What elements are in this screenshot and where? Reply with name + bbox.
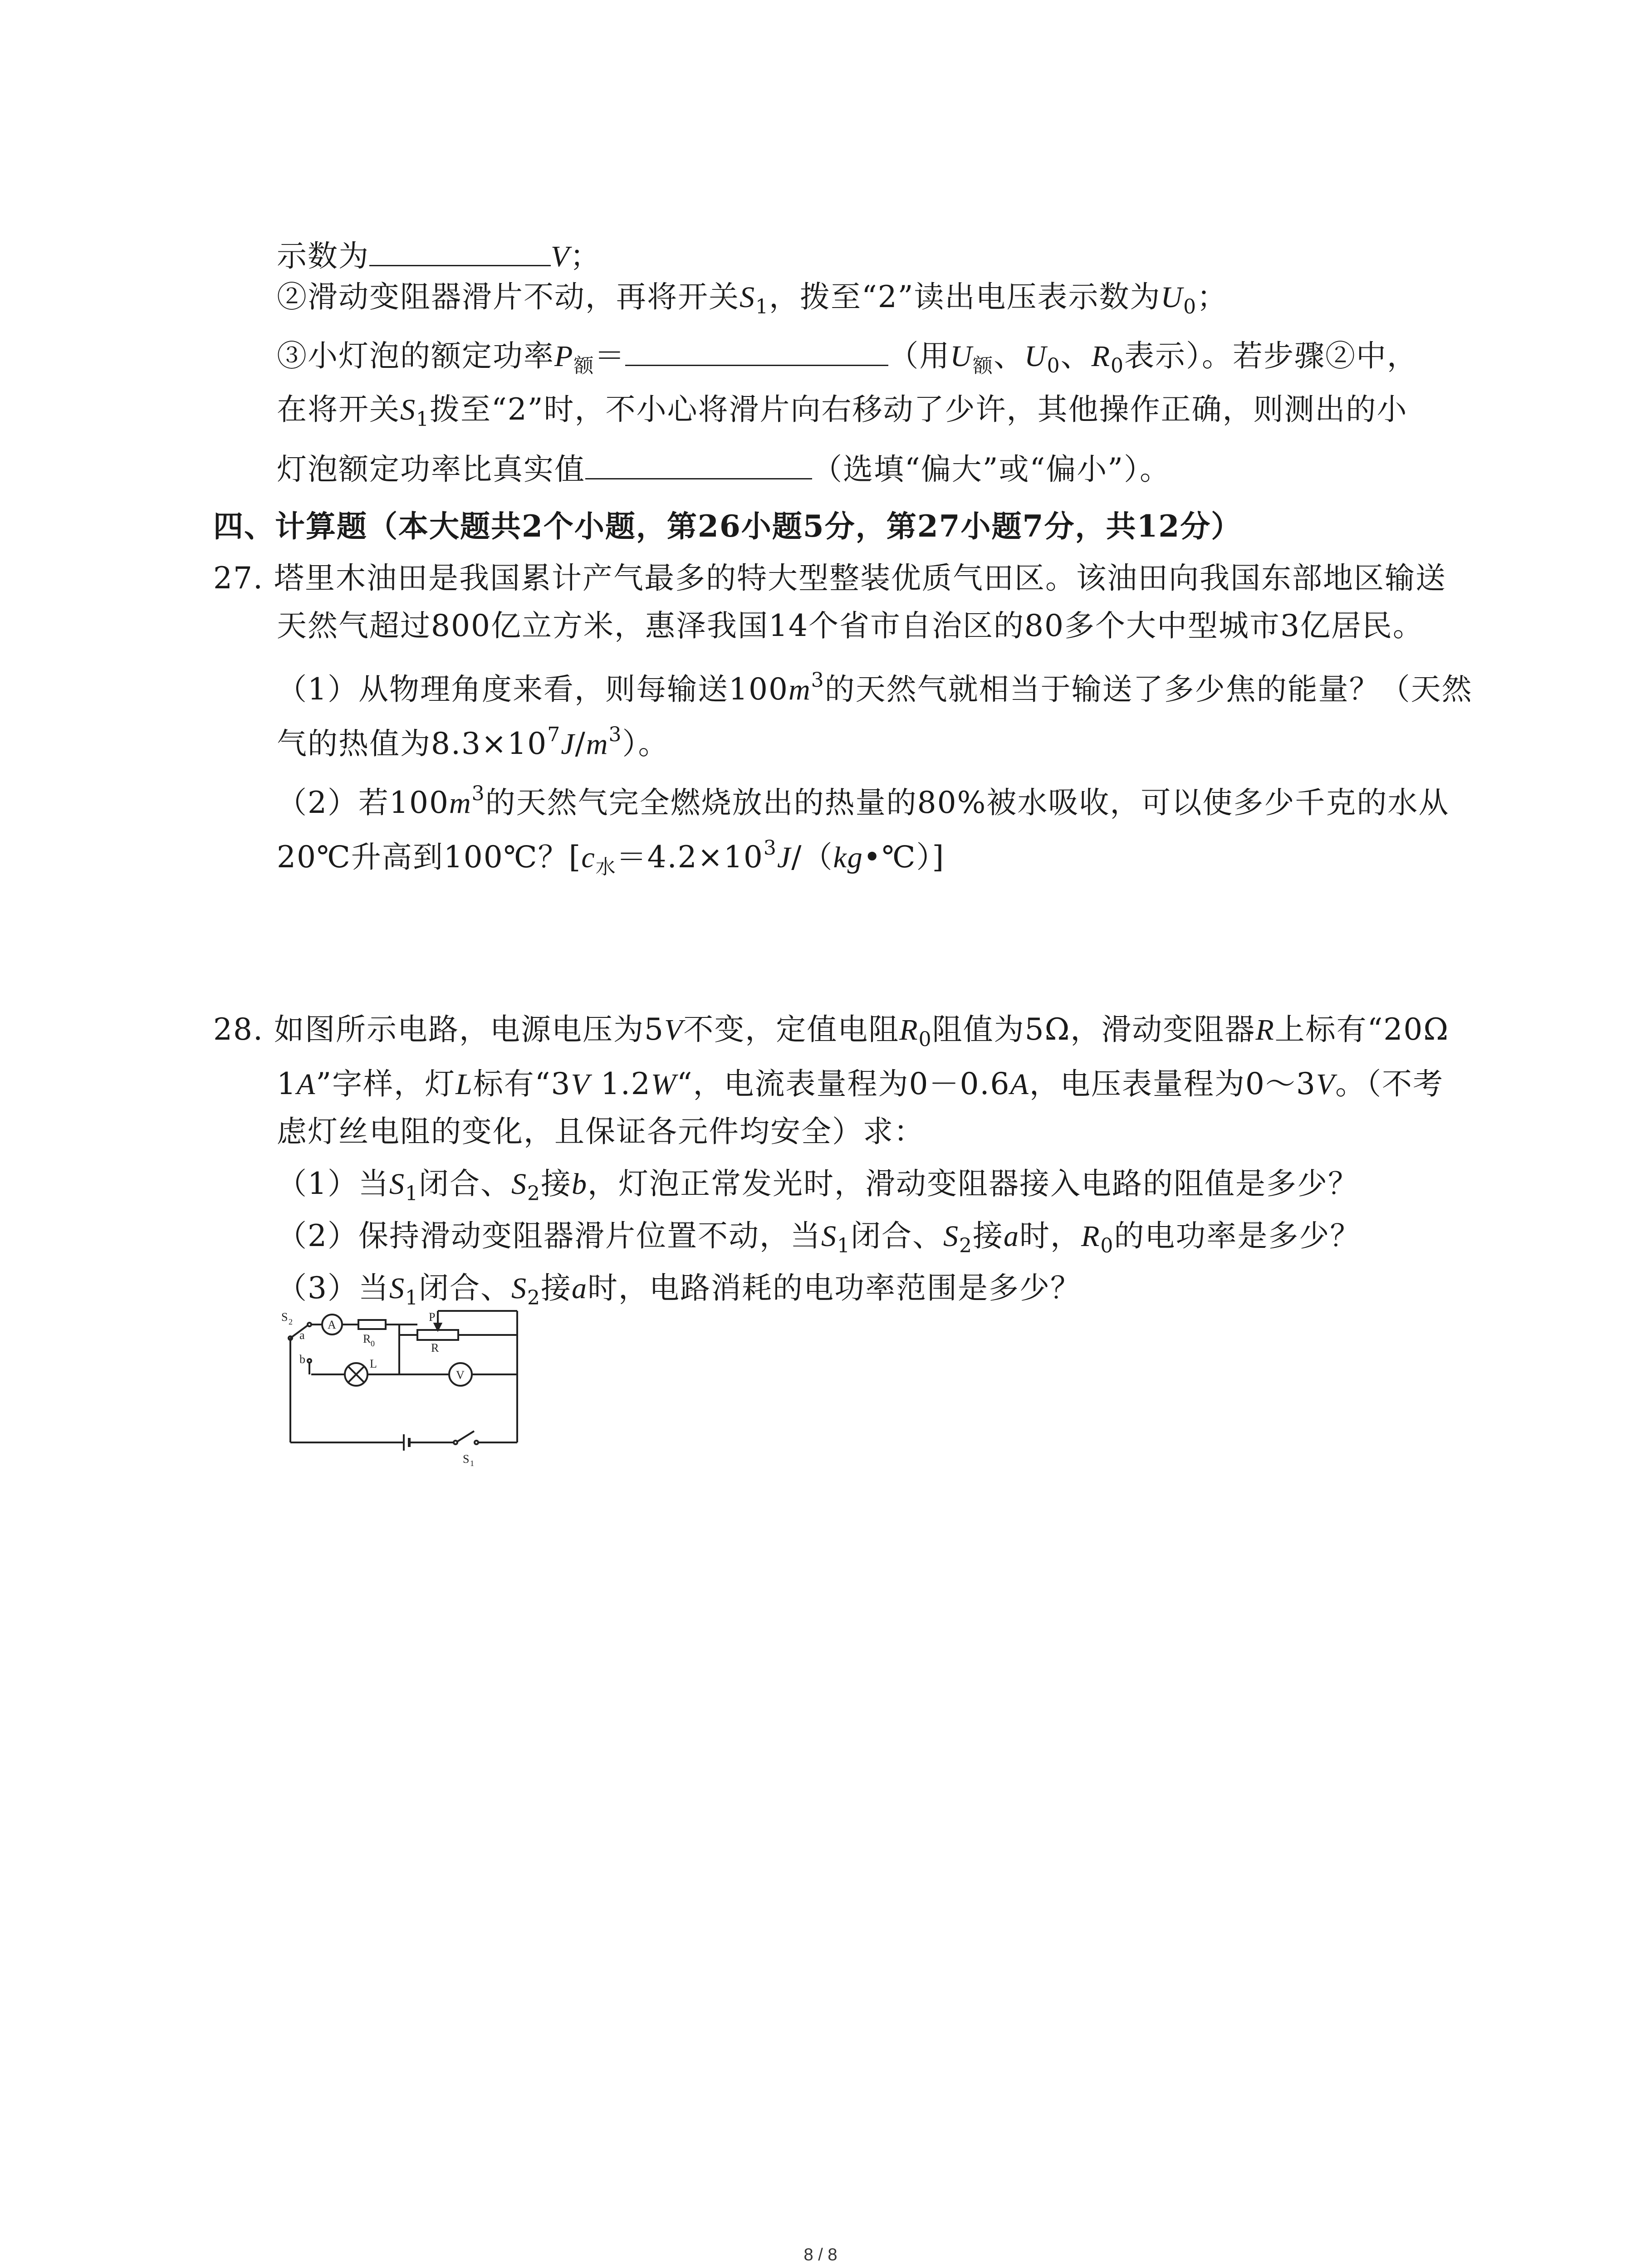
text: m: [586, 728, 609, 761]
text: ；: [1197, 279, 1228, 314]
line-step-2: [277, 277, 1228, 327]
text: S: [511, 1168, 527, 1201]
text: 接: [973, 1218, 1004, 1253]
text: 1: [405, 1182, 419, 1205]
answer-blank: [369, 238, 551, 266]
label-s1-sub: 1: [470, 1459, 474, 1468]
text: R: [1091, 340, 1111, 373]
text: 、: [1060, 338, 1092, 373]
question-27-line-1: [213, 558, 1446, 599]
text: 0: [918, 1028, 932, 1051]
text: （1）当: [277, 1166, 389, 1201]
text: ）。: [622, 726, 669, 761]
switch-s1-blade: [457, 1431, 474, 1442]
text: 0: [1183, 295, 1197, 318]
question-28-line-3: [277, 1111, 925, 1152]
text: R: [899, 1013, 919, 1046]
text: R: [1255, 1013, 1275, 1046]
text: 灯泡额定功率比真实值: [277, 452, 585, 487]
label-r0: R: [363, 1332, 371, 1345]
text: 3: [811, 669, 825, 692]
label-s1: S: [463, 1452, 470, 1466]
text: 额: [573, 354, 595, 377]
text: 天然气超过800亿立方米，惠泽我国14个省市自治区的80多个大中型城市3亿居民。: [277, 608, 1424, 643]
section-heading: [213, 506, 1242, 547]
line-step-3-cont: [277, 389, 1407, 440]
text: 1: [755, 295, 769, 318]
text: ；: [570, 239, 601, 274]
text: 额: [973, 354, 994, 377]
text: R: [1081, 1220, 1101, 1253]
text: 气的热值为8.3×10: [277, 726, 548, 761]
text: 示数为: [277, 239, 369, 274]
text: 不变，定值电阻: [683, 1012, 900, 1047]
text: 在将开关: [277, 392, 400, 427]
text: b: [572, 1168, 588, 1201]
label-lamp: L: [370, 1357, 377, 1370]
text: 2: [527, 1182, 541, 1205]
line-voltmeter-reading: [277, 236, 601, 277]
text: S: [389, 1272, 405, 1305]
text: “，电流表量程为0－0.6: [676, 1066, 1010, 1101]
text: 的天然气就相当于输送了多少焦的能量？（天然: [824, 672, 1473, 707]
text: 3: [763, 836, 777, 860]
text: 表示）。若步骤②中，: [1124, 338, 1418, 373]
text: ，灯泡正常发光时，滑动变阻器接入电路的阻值是多少？: [588, 1166, 1359, 1201]
text: 0: [1100, 1234, 1114, 1257]
question-28-line-2: [277, 1064, 1444, 1105]
text: a: [1004, 1220, 1019, 1253]
slider-arrow: [435, 1324, 441, 1330]
text: 28. 如图所示电路，电源电压为5: [213, 1012, 664, 1047]
text: （3）当: [277, 1271, 389, 1305]
question-27-part-1: [277, 660, 1473, 710]
text: 1.2: [590, 1066, 651, 1101]
text: ”字样，灯: [316, 1066, 456, 1101]
text: L: [456, 1068, 473, 1101]
text: 闭合、: [851, 1218, 943, 1253]
text: V: [664, 1013, 684, 1046]
label-b: b: [299, 1353, 305, 1366]
label-ammeter: A: [328, 1318, 336, 1331]
text: （2）保持滑动变阻器滑片位置不动，当: [277, 1218, 821, 1253]
label-s2: S: [281, 1310, 288, 1324]
question-27-part-2-cont: [277, 828, 945, 888]
text: 20℃升高到100℃？[: [277, 840, 582, 875]
text: 1: [277, 1066, 297, 1101]
text: 上标有“20Ω: [1274, 1012, 1450, 1047]
resistor-r0: [358, 1320, 386, 1329]
text: m: [788, 673, 811, 706]
switch-contact-a: [308, 1323, 311, 1326]
text: U: [950, 340, 973, 373]
text: 阻值为5Ω，滑动变阻器: [932, 1012, 1256, 1047]
answer-blank: [585, 451, 812, 479]
text: •℃）]: [863, 840, 945, 875]
text: J: [561, 728, 575, 761]
text: ③小灯泡的额定功率: [277, 338, 554, 373]
text: /（: [791, 840, 833, 875]
text: ＝: [594, 338, 626, 373]
text: S: [511, 1272, 527, 1305]
label-r: R: [431, 1341, 439, 1354]
text: /: [575, 726, 586, 761]
text: c: [581, 841, 596, 874]
text: S: [400, 393, 416, 426]
text: 3: [608, 723, 622, 746]
text: 拨至“2”时，不小心将滑片向右移动了少许，其他操作正确，则测出的小: [430, 392, 1408, 427]
text: 、: [994, 338, 1024, 373]
line-step-3-end: [277, 449, 1171, 490]
circuit-diagram: [281, 1306, 535, 1470]
text: 时，电路消耗的电功率范围是多少？: [588, 1271, 1081, 1305]
answer-blank: [625, 337, 888, 366]
text: W: [651, 1068, 677, 1101]
switch-contact-b: [308, 1359, 311, 1363]
label-p: P: [429, 1310, 436, 1324]
text: 的电功率是多少？: [1114, 1218, 1361, 1253]
text: V: [551, 240, 570, 273]
text: S: [943, 1220, 959, 1253]
text: 。（不考: [1335, 1066, 1444, 1101]
text: J: [777, 841, 792, 874]
text: 四、计算题（本大题共2个小题，第26小题5分，第27小题7分，共12分）: [213, 508, 1242, 544]
text: 3: [471, 782, 485, 805]
text: 27. 塔里木油田是我国累计产气最多的特大型整装优质气田区。该油田向我国东部地区输送: [213, 561, 1446, 596]
text: 闭合、: [419, 1271, 511, 1305]
text: V: [1316, 1068, 1336, 1101]
text: U: [1024, 340, 1047, 373]
question-28-part-2: [277, 1216, 1361, 1266]
text: 0: [1047, 354, 1061, 377]
text: S: [389, 1168, 405, 1201]
text: （1）从物理角度来看，则每输送100: [277, 672, 789, 707]
text: 1: [405, 1286, 419, 1310]
text: 水: [595, 855, 617, 879]
text: 时，: [1019, 1218, 1081, 1253]
text: 0: [1111, 354, 1124, 377]
text: S: [740, 281, 755, 314]
text: 2: [959, 1234, 973, 1257]
text: A: [297, 1068, 316, 1101]
text: 1: [416, 408, 430, 431]
label-r0-sub: 0: [371, 1339, 375, 1348]
text: 接: [541, 1271, 572, 1305]
switch-contact: [475, 1441, 478, 1444]
text: ＝4.2×10: [616, 840, 764, 875]
text: ，拨至“2”读出电压表示数为: [769, 279, 1161, 314]
switch-contact: [454, 1441, 457, 1444]
label-s2-sub: 2: [289, 1317, 293, 1326]
text: 2: [527, 1286, 541, 1310]
switch-s2-blade: [290, 1325, 308, 1338]
text: （2）若100: [277, 785, 449, 820]
text: ，电压表量程为0～3: [1029, 1066, 1316, 1101]
label-voltmeter: V: [456, 1369, 465, 1382]
question-27-part-2: [277, 773, 1449, 824]
text: 7: [547, 723, 561, 746]
question-28-part-1: [277, 1163, 1359, 1214]
text: a: [572, 1272, 588, 1305]
question-27-line-2: [277, 606, 1424, 646]
text: A: [1010, 1068, 1029, 1101]
text: m: [449, 787, 472, 820]
page-number: 8 / 8: [803, 2245, 838, 2264]
text: ②滑动变阻器滑片不动，再将开关: [277, 279, 740, 314]
question-27-part-1-cont: [277, 714, 669, 765]
text: 1: [837, 1234, 851, 1257]
text: 接: [541, 1166, 572, 1201]
text: U: [1161, 281, 1184, 314]
text: （选填“偏大”或“偏小”）。: [812, 452, 1171, 487]
text: P: [554, 340, 574, 373]
text: （用: [888, 338, 950, 373]
text: 闭合、: [419, 1166, 511, 1201]
label-a: a: [299, 1329, 305, 1342]
text: 虑灯丝电阻的变化，且保证各元件均安全）求：: [277, 1114, 925, 1149]
text: S: [821, 1220, 837, 1253]
text: kg: [833, 841, 863, 874]
text: 的天然气完全燃烧放出的热量的80%被水吸收，可以使多少千克的水从: [485, 785, 1450, 820]
text: 标有“3: [473, 1066, 571, 1101]
question-28-line-1: [213, 1009, 1449, 1060]
text: V: [571, 1068, 590, 1101]
line-step-3: [277, 336, 1418, 386]
